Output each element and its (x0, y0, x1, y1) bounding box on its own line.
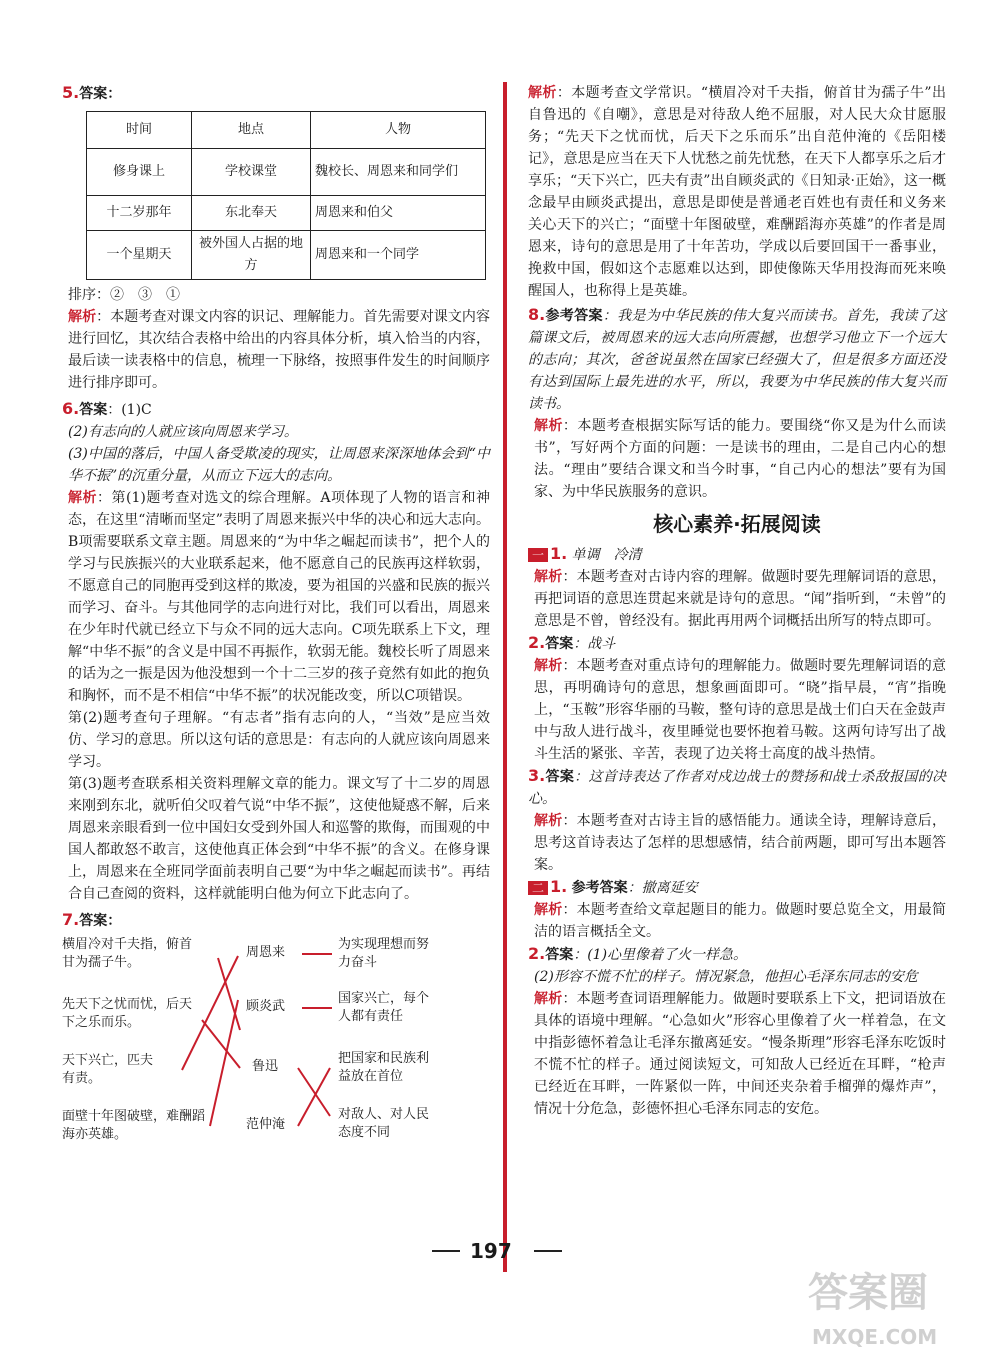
answer-text: (2)形容不慌不忙的样子。情况紧急，他担心毛泽东同志的安危 (534, 969, 918, 985)
watermark (808, 1270, 938, 1349)
person-name: 顾炎武 (246, 999, 286, 1014)
order-line: 排序：② ③ ① (68, 287, 180, 303)
answer-label: 参考答案 (545, 308, 603, 324)
analysis-text: ：本题考查词语理解能力。做题时要联系上下文，把词语放在具体的语境中理解。“心急如火”形容心里像着了火一样着急，在文中指彭德怀着急让毛泽东撤离延安。“慢条斯理”形容毛泽东吃饭时不慌不忙的样子。通过阅读短文，可知敌人已经近在耳畔，“枪声已经近在耳畔，一阵紧似一阵，中间还夹杂着手榴弹的爆炸声”，情况十分危急，彭德怀担心毛泽东同志的安危。 (534, 991, 947, 1117)
table-cell: 东北奉天 (192, 196, 311, 231)
answer-table (86, 111, 486, 280)
watermark-url: MXQE.COM (812, 1325, 938, 1349)
question-number: 1. (550, 877, 568, 896)
section-title: 核心素养·拓展阅读 (653, 512, 821, 536)
analysis-text: ：本题考查对重点诗句的理解能力。做题时要先理解词语的意思，再明确诗句的意思，想象画面即可。“晓”指早晨，“宵”指晚上，“玉鞍”形容华丽的马鞍，整句诗的意思是战士们白天在金鼓声中与敌人进行战斗，夜里睡觉也要怀抱着马鞍。这两句诗写出了战斗生活的紧张、辛苦，表现了边关将士高度的战斗热情。 (534, 658, 947, 762)
left-column (62, 82, 490, 1146)
colon: ： (107, 913, 122, 929)
table-header: 人物 (311, 112, 486, 149)
question-6 (62, 398, 490, 905)
table-cell: 修身课上 (87, 149, 192, 196)
analysis (528, 566, 946, 632)
question-8 (528, 304, 946, 503)
poem-line: 面壁十年图破壁，难酬蹈海亦英雄。 (62, 1109, 206, 1142)
analysis-label: 解析 (534, 991, 563, 1007)
analysis-label: 解析 (534, 902, 563, 918)
question-number: 1. (550, 544, 568, 563)
answer-text: ：(1)C (107, 402, 152, 418)
answer-text: ：我是为中华民族的伟大复兴而读书。首先，我读了这篇课文后，被周恩来的远大志向所震撼，也想学习他立下一个远大的志向；其次，爸爸说虽然在国家已经强大了，但是很多方面还没有达到国际上最先进的水平，所以，我要为中华民族的伟大复兴而读书。 (528, 308, 947, 412)
poem-line: 先天下之忧而忧，后天下之乐而乐。 (62, 997, 193, 1030)
analysis-label: 解析 (528, 85, 557, 101)
colon: ： (107, 86, 122, 102)
answer-label: 答案 (79, 913, 108, 929)
person-name: 周恩来 (246, 945, 286, 960)
poem-line: 横眉冷对千夫指，俯首甘为孺子牛。 (62, 937, 193, 970)
page-number-dash-left (432, 1250, 460, 1252)
table-cell: 周恩来和一个同学 (311, 231, 486, 280)
poem-line: 天下兴亡，匹夫有责。 (62, 1053, 154, 1086)
table-cell: 魏校长、周恩来和同学们 (311, 149, 486, 196)
part-badge: 一 (528, 548, 548, 562)
analysis-text: ：本题考查对课文内容的识记、理解能力。首先需要对课文内容进行回忆，其次结合表格中给出的内容具体分析，填入恰当的内容，最后读一读表格中的信息，梳理一下脉络，按照事件发生的时间顺序进行排序即可。 (68, 309, 491, 391)
question-number: 8. (528, 305, 546, 324)
question-7 (62, 909, 490, 1146)
table-cell: 被外国人占据的地方 (192, 231, 311, 280)
analysis (528, 899, 946, 943)
answer-label: 答案 (79, 86, 108, 102)
analysis-label: 解析 (68, 309, 97, 325)
page-number: 197 (470, 1239, 512, 1263)
answer-text: (3)中国的落后，中国人备受欺凌的现实，让周恩来深深地体会到“中华不振”的沉重分量，从而立下远大的志向。 (68, 446, 490, 484)
table-cell: 学校课堂 (192, 149, 311, 196)
meaning-text: 为实现理想而努力奋斗 (338, 937, 430, 970)
table-cell: 十二岁那年 (87, 196, 192, 231)
analysis (528, 415, 946, 503)
watermark-logo: 答案圈 (808, 1270, 928, 1316)
answer-label: 答案 (545, 947, 574, 963)
analysis-label: 解析 (534, 658, 563, 674)
meaning-text: 对敌人、对人民态度不同 (338, 1107, 430, 1140)
analysis (528, 810, 946, 876)
answer-label: 答案 (79, 402, 108, 418)
table-header: 时间 (87, 112, 192, 149)
question-number: 5. (62, 83, 80, 102)
q7-analysis (528, 82, 946, 302)
analysis (528, 988, 946, 1120)
analysis-text: 第(3)题考查联系相关资料理解文章的能力。课文写了十二岁的周恩来刚到东北，就听伯父叹着气说“中华不振”，这使他疑惑不解，后来周恩来亲眼看到一位中国妇女受到外国人和巡警的欺侮，而围观的中国人都敢怒不敢言，这使他真正体会到“中华不振”的含义。在修身课上，周恩来在全班同学面前表明自己要“为中华之崛起而读书”。再结合自己查阅的资料，这样就能明白他为何立下此志向了。 (68, 776, 490, 902)
answer-label: 参考答案 (571, 880, 628, 896)
table-row (87, 149, 486, 196)
question-5 (62, 82, 490, 394)
part-2 (528, 876, 946, 1120)
analysis-text: ：第(1)题考查对选文的综合理解。A项体现了人物的语言和神态，在这里“清晰而坚定”表明了周恩来振兴中华的决心和远大志向。B项需要联系文章主题。周恩来的“为中华之崛起而读书”，把个人的学习与民族振兴的大业联系起来，他不愿意自己的民族再这样软弱，不愿意自己的同胞再受到这样的欺凌，要为祖国的兴盛和民族的振兴而学习、奋斗。与其他同学的志向进行对比，我们可以看出，周恩来在少年时代就已经立下与众不同的远大志向。C项先联系上下文，理解“中华不振”的含义是中国不再振作，软弱无能。魏校长听了周恩来的话为之一振是因为他没想到一个十二三岁的孩子竟然有如此的抱负和胸怀，而不是不相信“中华不振”的状况能改变，所以C项错误。 (68, 490, 490, 704)
answer-text: ：这首诗表达了作者对戍边战士的赞扬和战士杀敌报国的决心。 (528, 769, 947, 807)
analysis-text: ：本题考查对古诗主旨的感悟能力。通读全诗，理解诗意后，思考这首诗表达了怎样的思想感情，结合前两题，即可写出本题答案。 (534, 813, 947, 873)
answer-text: ：战斗 (573, 636, 616, 652)
question-number: 2. (528, 944, 546, 963)
right-column (528, 82, 946, 1120)
answer-label: 答案 (545, 769, 575, 785)
analysis-text: ：本题考查文学常识。“横眉冷对千夫指，俯首甘为孺子牛”出自鲁迅的《自嘲》，意思是对待敌人绝不屈服，对人民大众甘愿服务；“先天下之忧而忧，后天下之乐而乐”出自范仲淹的《岳阳楼记》，意思是应当在天下人忧愁之前先忧愁，在天下人都享乐之后才享乐；“天下兴亡，匹夫有责”出自顾炎武的《日知录·正始》，这一概念最早由顾炎武提出，意思是即使是普通老百姓也有责任和义务来关心天下的兴亡；“面壁十年图破壁，难酬蹈海亦英雄”的作者是周恩来，诗句的意思是用了十年苦功，学成以后要回国干一番事业，挽救中国，假如这个志愿难以达到，即使像陈天华用投海而死来唤醒国人，也称得上是英雄。 (528, 85, 946, 299)
table-header: 地点 (192, 112, 311, 149)
analysis-label: 解析 (534, 569, 563, 585)
matching-diagram (62, 936, 482, 1146)
table-header-row (87, 112, 486, 149)
table-cell: 周恩来和伯父 (311, 196, 486, 231)
analysis-label: 解析 (68, 490, 98, 506)
answer-text: 单调 冷清 (571, 547, 642, 563)
analysis (62, 487, 490, 707)
analysis-text: ：本题考查给文章起题目的能力。做题时要总览全文，用最简洁的语言概括全文。 (534, 902, 947, 940)
match-line (218, 958, 240, 1030)
person-name: 鲁迅 (252, 1059, 279, 1074)
table-cell: 一个星期天 (87, 231, 192, 280)
analysis (62, 306, 490, 394)
analysis-text: ：本题考查根据实际写话的能力。要围绕“你又是为什么而读书”，写好两个方面的问题：一是读书的理由，二是自己内心的想法。“理由”要结合课文和当今时事，“自己内心的想法”要有为国家、为中华民族服务的意识。 (534, 418, 947, 500)
analysis-label: 解析 (534, 418, 563, 434)
meaning-text: 把国家和民族利益放在首位 (338, 1051, 430, 1084)
question-number: 6. (62, 399, 80, 418)
answer-label: 答案 (545, 636, 574, 652)
page-number-dash-right (534, 1250, 562, 1252)
part-badge: 二 (528, 881, 548, 895)
question-number: 7. (62, 910, 80, 929)
question-number: 3. (528, 766, 546, 785)
match-line (202, 1020, 240, 1068)
match-line (210, 1000, 238, 1126)
answer-text: (2)有志向的人就应该向周恩来学习。 (68, 424, 298, 440)
column-divider (503, 82, 507, 1272)
analysis-text: ：本题考查对古诗内容的理解。做题时要先理解词语的意思，再把词语的意思连贯起来就是诗句的意思。“闻”指听到，“未曾”的意思是不曾，曾经没有。据此再用两个词概括出所写的特点即可。 (534, 569, 947, 629)
meaning-text: 国家兴亡，每个人都有责任 (338, 991, 430, 1024)
person-name: 范仲淹 (246, 1117, 286, 1132)
analysis-text: 第(2)题考查句子理解。“有志者”指有志向的人，“当效”是应当效仿、学习的意思。所以这句话的意思是：有志向的人就应该向周恩来学习。 (68, 710, 490, 770)
analysis-label: 解析 (534, 813, 563, 829)
answer-text: ：撤离延安 (627, 880, 698, 896)
table-row (87, 231, 486, 280)
answer-text: ：(1)心里像着了火一样急。 (573, 947, 748, 963)
question-number: 2. (528, 633, 546, 652)
analysis (528, 655, 946, 765)
table-row (87, 196, 486, 231)
part-1 (528, 543, 946, 876)
